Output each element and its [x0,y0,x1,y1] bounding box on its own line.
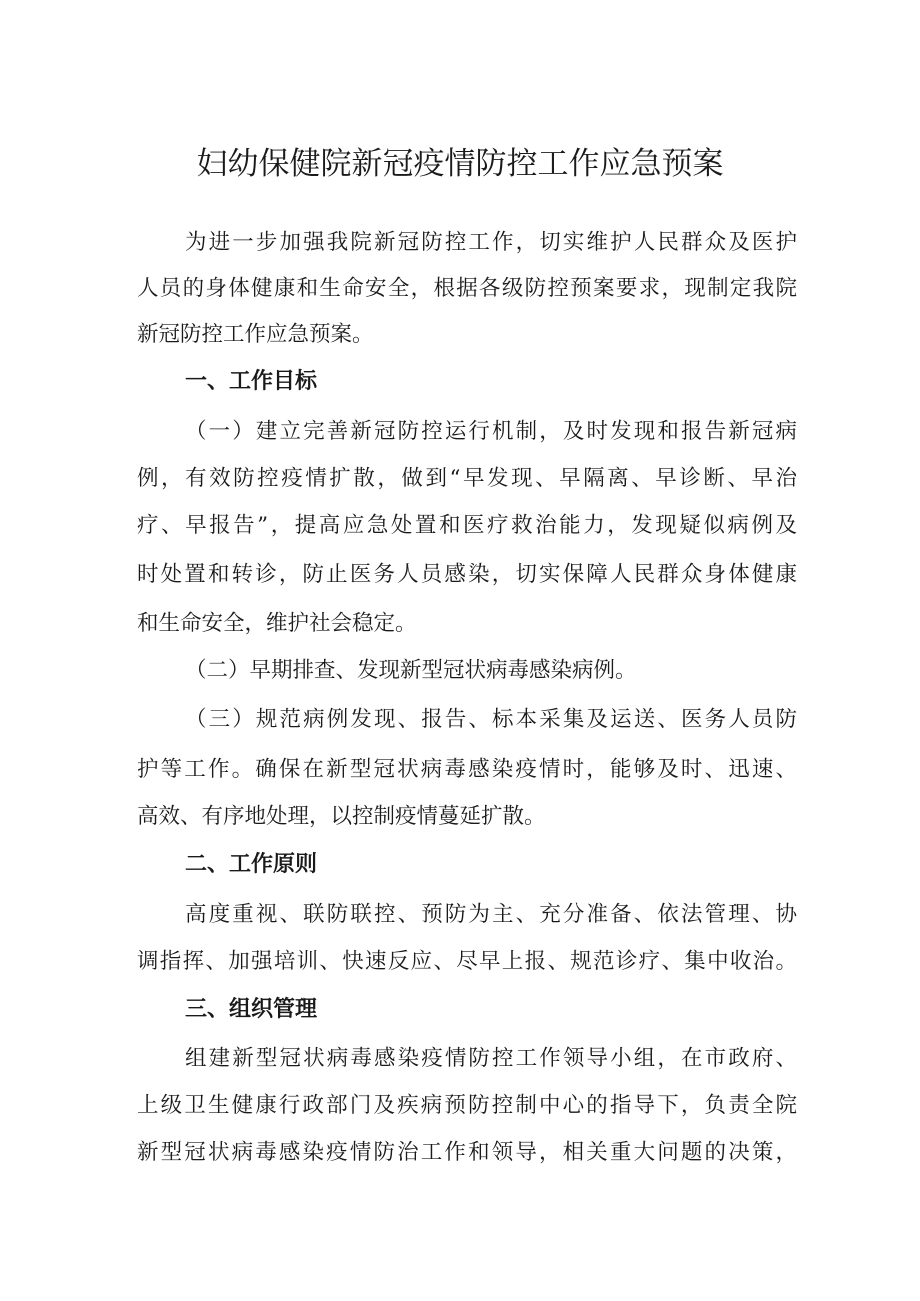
section-heading-organization: 三、组织管理 [185,997,318,1022]
section-heading-goals: 一、工作目标 [185,369,318,394]
intro-line-3: 新冠防控工作应急预案。 [137,322,374,347]
goal-2-line-1: （二）早期排查、发现新型冠状病毒感染病例。 [185,658,637,683]
organization-line-2: 上级卫生健康行政部门及疾病预防控制中心的指导下，负责全院 [137,1093,797,1118]
goal-3-line-1: （三）规范病例发现、报告、标本采集及运送、医务人员防 [185,707,797,732]
goal-3-line-3: 高效、有序地处理，以控制疫情蔓延扩散。 [137,804,546,829]
goal-3-line-2: 护等工作。确保在新型冠状病毒感染疫情时，能够及时、迅速、 [137,757,797,782]
intro-line-2: 人员的身体健康和生命安全，根据各级防控预案要求，现制定我院 [137,276,797,301]
principles-line-2: 调指挥、加强培训、快速反应、尽早上报、规范诊疗、集中收治。 [137,949,797,974]
principles-line-1: 高度重视、联防联控、预防为主、充分准备、依法管理、协 [185,902,797,927]
organization-line-1: 组建新型冠状病毒感染疫情防控工作领导小组，在市政府、 [185,1046,797,1071]
document-title: 妇幼保健院新冠疫情防控工作应急预案 [196,146,724,182]
goal-1-line-4: 时处置和转诊，防止医务人员感染，切实保障人民群众身体健康 [137,562,797,587]
section-heading-principles: 二、工作原则 [185,852,318,877]
intro-line-1: 为进一步加强我院新冠防控工作，切实维护人民群众及医护 [185,230,797,255]
goal-1-line-3: 疗、早报告”，提高应急处置和医疗救治能力，发现疑似病例及 [137,513,797,538]
goal-1-line-2: 例，有效防控疫情扩散，做到“早发现、早隔离、早诊断、早治 [137,466,797,491]
organization-line-3: 新型冠状病毒感染疫情防治工作和领导，相关重大问题的决策， [137,1140,797,1165]
goal-1-line-1: （一）建立完善新冠防控运行机制，及时发现和报告新冠病 [185,419,797,444]
goal-1-line-5: 和生命安全，维护社会稳定。 [137,611,417,636]
